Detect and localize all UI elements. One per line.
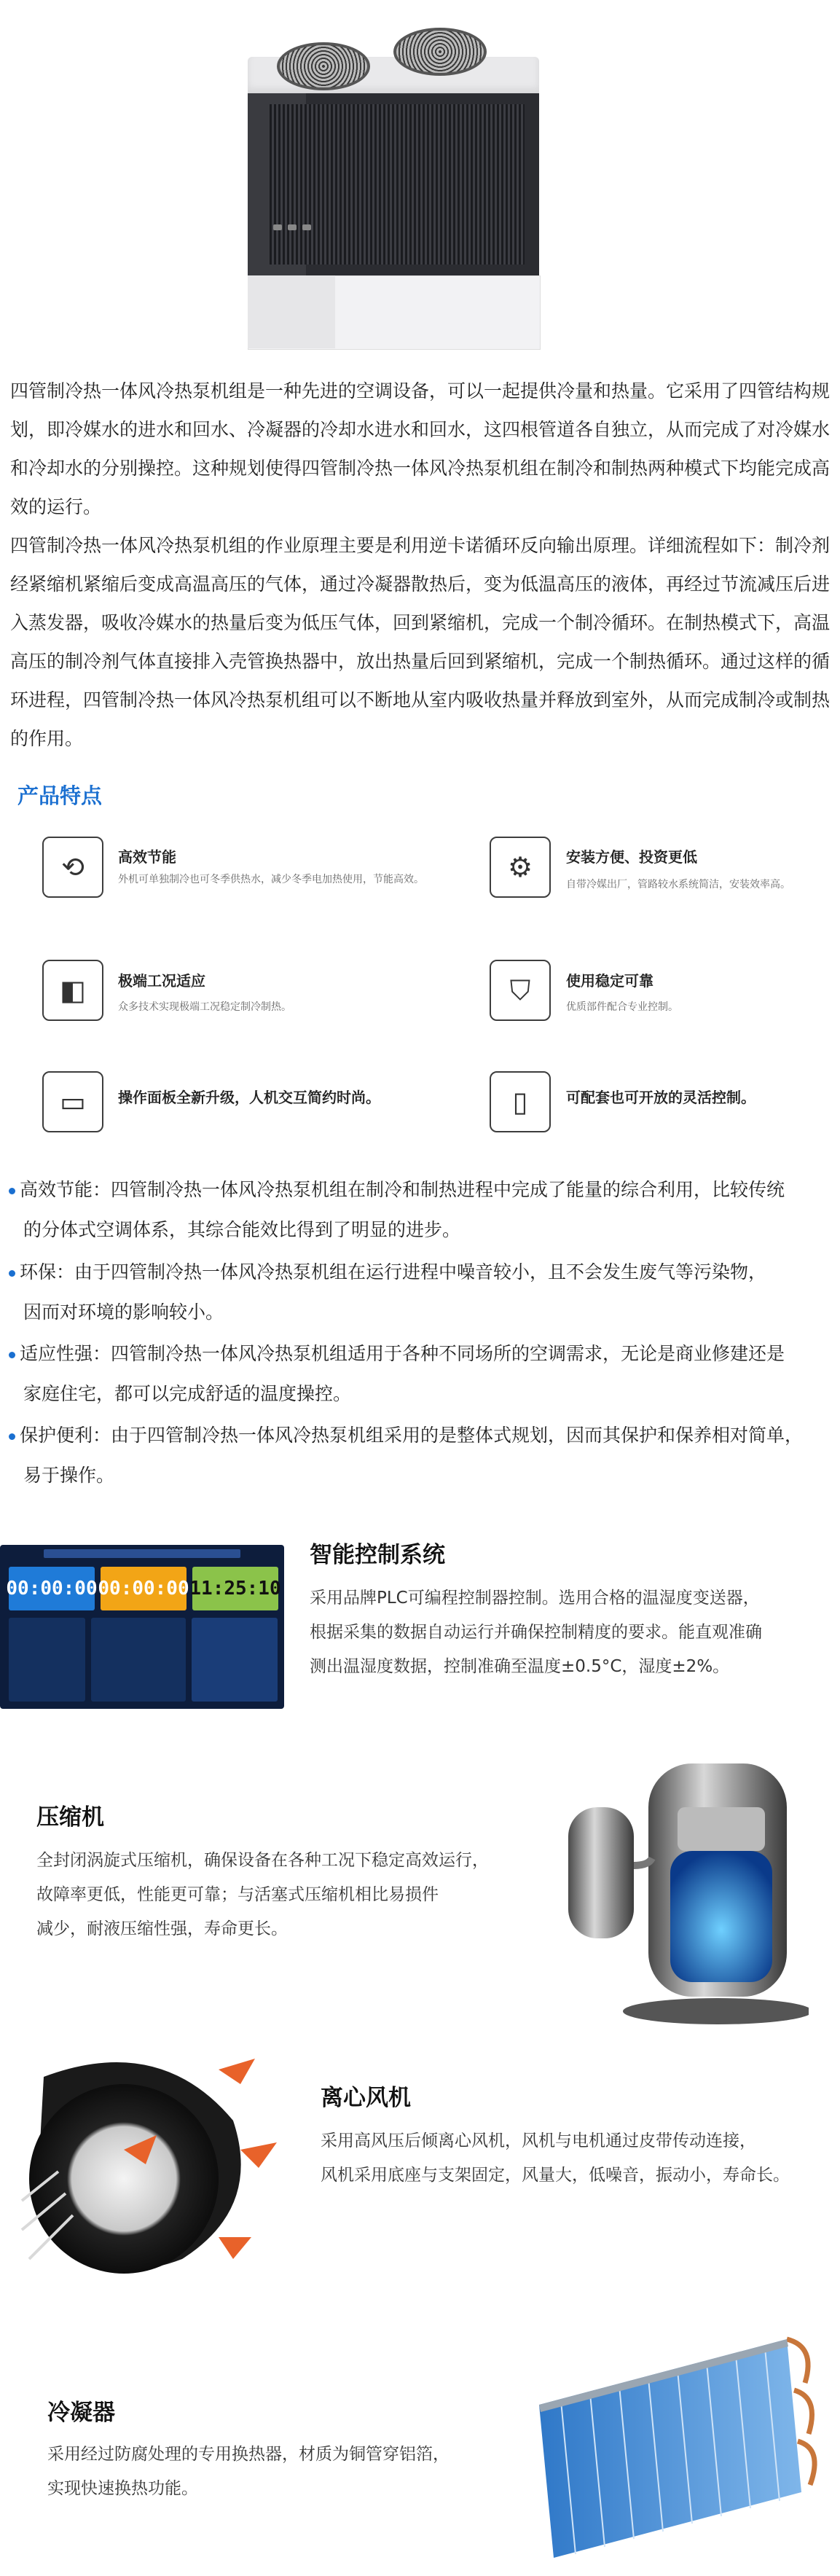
unit-knob [273,224,282,230]
control-clock-3: 11:25:10 [192,1567,278,1610]
bullet-dot-icon [9,1352,15,1358]
shield-icon: ⛉ [490,960,551,1021]
bullet-item [9,1170,828,1250]
feature-desc: 众多技术实现极端工况稳定制冷制热。 [118,1001,291,1013]
feature-title: 可配套也可开放的灵活控制。 [566,1089,755,1106]
fan-title: 离心风机 [321,2085,411,2111]
control-clock-1: 00:00:00 [9,1567,95,1610]
feature-desc: 外机可单独制冷也可冬季供热水，减少冬季电加热使用，节能高效。 [118,874,424,885]
feature-title: 操作面板全新升级，人机交互简约时尚。 [118,1089,380,1106]
condenser-text [47,2438,450,2506]
smart-control-line: 测出温湿度数据，控制准确至温度±0.5°C，湿度±2%。 [310,1657,730,1676]
bullet-dot-icon [9,1433,15,1440]
feature-desc: 优质部件配合专业控制。 [566,1001,678,1013]
condenser-line: 采用经过防腐处理的专用换热器，材质为铜管穿铝箔， [47,2445,450,2464]
fan-guard-left [277,42,370,90]
bullet-line: 高效节能：四管制冷热一体风冷热泵机组在制冷和制热进程中完成了能量的综合利用，比较传统 [20,1179,785,1200]
control-keypad [192,1618,278,1702]
bullet-line: 适应性强：四管制冷热一体风冷热泵机组适用于各种不同场所的空调需求，无论是商业修建还是 [20,1343,785,1364]
smart-control-text [310,1581,762,1684]
unit-knob [288,224,297,230]
feature-desc: 自带冷媒出厂，管路较水系统简洁，安装效率高。 [566,879,790,890]
control-status-panel [91,1618,186,1702]
fan-line: 风机采用底座与支架固定，风量大，低噪音，振动小，寿命长。 [321,2166,790,2185]
bullet-line: 环保：由于四管制冷热一体风冷热泵机组在运行进程中噪音较小，且不会发生废气等污染物， [20,1261,767,1283]
features-title: 产品特点 [17,783,103,808]
smart-control-title: 智能控制系统 [310,1542,445,1568]
compressor-line: 减少，耐液压缩性强，寿命更长。 [36,1919,288,1938]
compressor-image [561,1749,809,2033]
feature-title: 使用稳定可靠 [566,972,653,990]
bullet-line: 易于操作。 [23,1465,115,1486]
bullet-line: 保护便利：由于四管制冷热一体风冷热泵机组采用的是整体式规划，因而其保护和保养相对简单， [20,1425,804,1446]
compressor-line: 故障率更低，性能更可靠；与活塞式压缩机相比易损件 [36,1885,439,1904]
feature-title: 安装方便、投资更低 [566,848,697,866]
compressor-text [36,1844,489,1946]
bullet-item [9,1415,828,1495]
control-clock-2: 00:00:00 [101,1567,187,1610]
control-panel-header [44,1549,240,1558]
bullet-line: 因而对环境的影响较小。 [23,1301,224,1323]
fan-guard-right [393,28,487,76]
unit-knob [302,224,311,230]
unit-base-side [248,275,335,348]
bullet-item [9,1252,828,1332]
feature-title: 高效节能 [118,848,176,866]
intro-paragraph-1: 四管制冷热一体风冷热泵机组是一种先进的空调设备，可以一起提供冷量和热量。它采用了四管结构规划，即冷媒水的进水和回水、冷凝器的冷却水进水和回水，这四根管道各自独立，从而完成了对冷媒水和冷却水的分别操控。这种规划使得四管制冷热一体风冷热泵机组在制冷和制热两种模式下均能完成高效的运行。 [10,380,831,517]
smart-control-line: 根据采集的数据自动运行并确保控制精度的要求。能直观准确 [310,1623,762,1642]
bullet-item [9,1334,828,1414]
control-panel-image [0,1545,284,1709]
condenser-title: 冷凝器 [47,2400,115,2426]
compressor-line: 全封闭涡旋式压缩机，确保设备在各种工况下稳定高效运行， [36,1851,489,1870]
smart-control-line: 采用品牌PLC可编程控制器控制。选用合格的温湿度变送器， [310,1589,760,1608]
hero-product-image [219,13,554,356]
condition-icon: ◧ [42,960,103,1021]
condenser-image [510,2325,823,2565]
bullet-line: 家庭住宅，都可以完成舒适的温度操控。 [23,1383,352,1404]
energy-cycle-icon: ⟲ [42,837,103,898]
control-sensor-panel [9,1618,85,1702]
compressor-title: 压缩机 [36,1804,104,1831]
fan-text [321,2124,790,2193]
bullet-line: 的分体式空调体系，其综合能效比得到了明显的进步。 [23,1219,461,1240]
fan-line: 采用高风压后倾离心风机，风机与电机通过皮带传动连接， [321,2131,756,2150]
bullet-dot-icon [9,1188,15,1194]
bullet-dot-icon [9,1270,15,1277]
panel-icon: ▭ [42,1071,103,1132]
feature-title: 极端工况适应 [118,972,205,990]
remote-icon: ▯ [490,1071,551,1132]
unit-grille [270,104,525,265]
install-icon: ⚙ [490,837,551,898]
intro-paragraph-2: 四管制冷热一体风冷热泵机组的作业原理主要是利用逆卡诺循环反向输出原理。详细流程如下：制冷剂经紧缩机紧缩后变成高温高压的气体，通过冷凝器散热后，变为低温高压的液体，再经过节流减压后进入蒸发器，吸收冷媒水的热量后变为低压气体，回到紧缩机，完成一个制冷循环。在制热模式下，高温高压的制冷剂气体直接排入壳管换热器中，放出热量后回到紧缩机，完成一个制热循环。通过这样的循环进程，四管制冷热一体风冷热泵机组可以不断地从室内吸收热量并释放到室外，从而完成制冷或制热的作用。 [10,535,831,749]
centrifugal-fan-image [0,2019,291,2325]
condenser-line: 实现快速换热功能。 [47,2479,198,2498]
